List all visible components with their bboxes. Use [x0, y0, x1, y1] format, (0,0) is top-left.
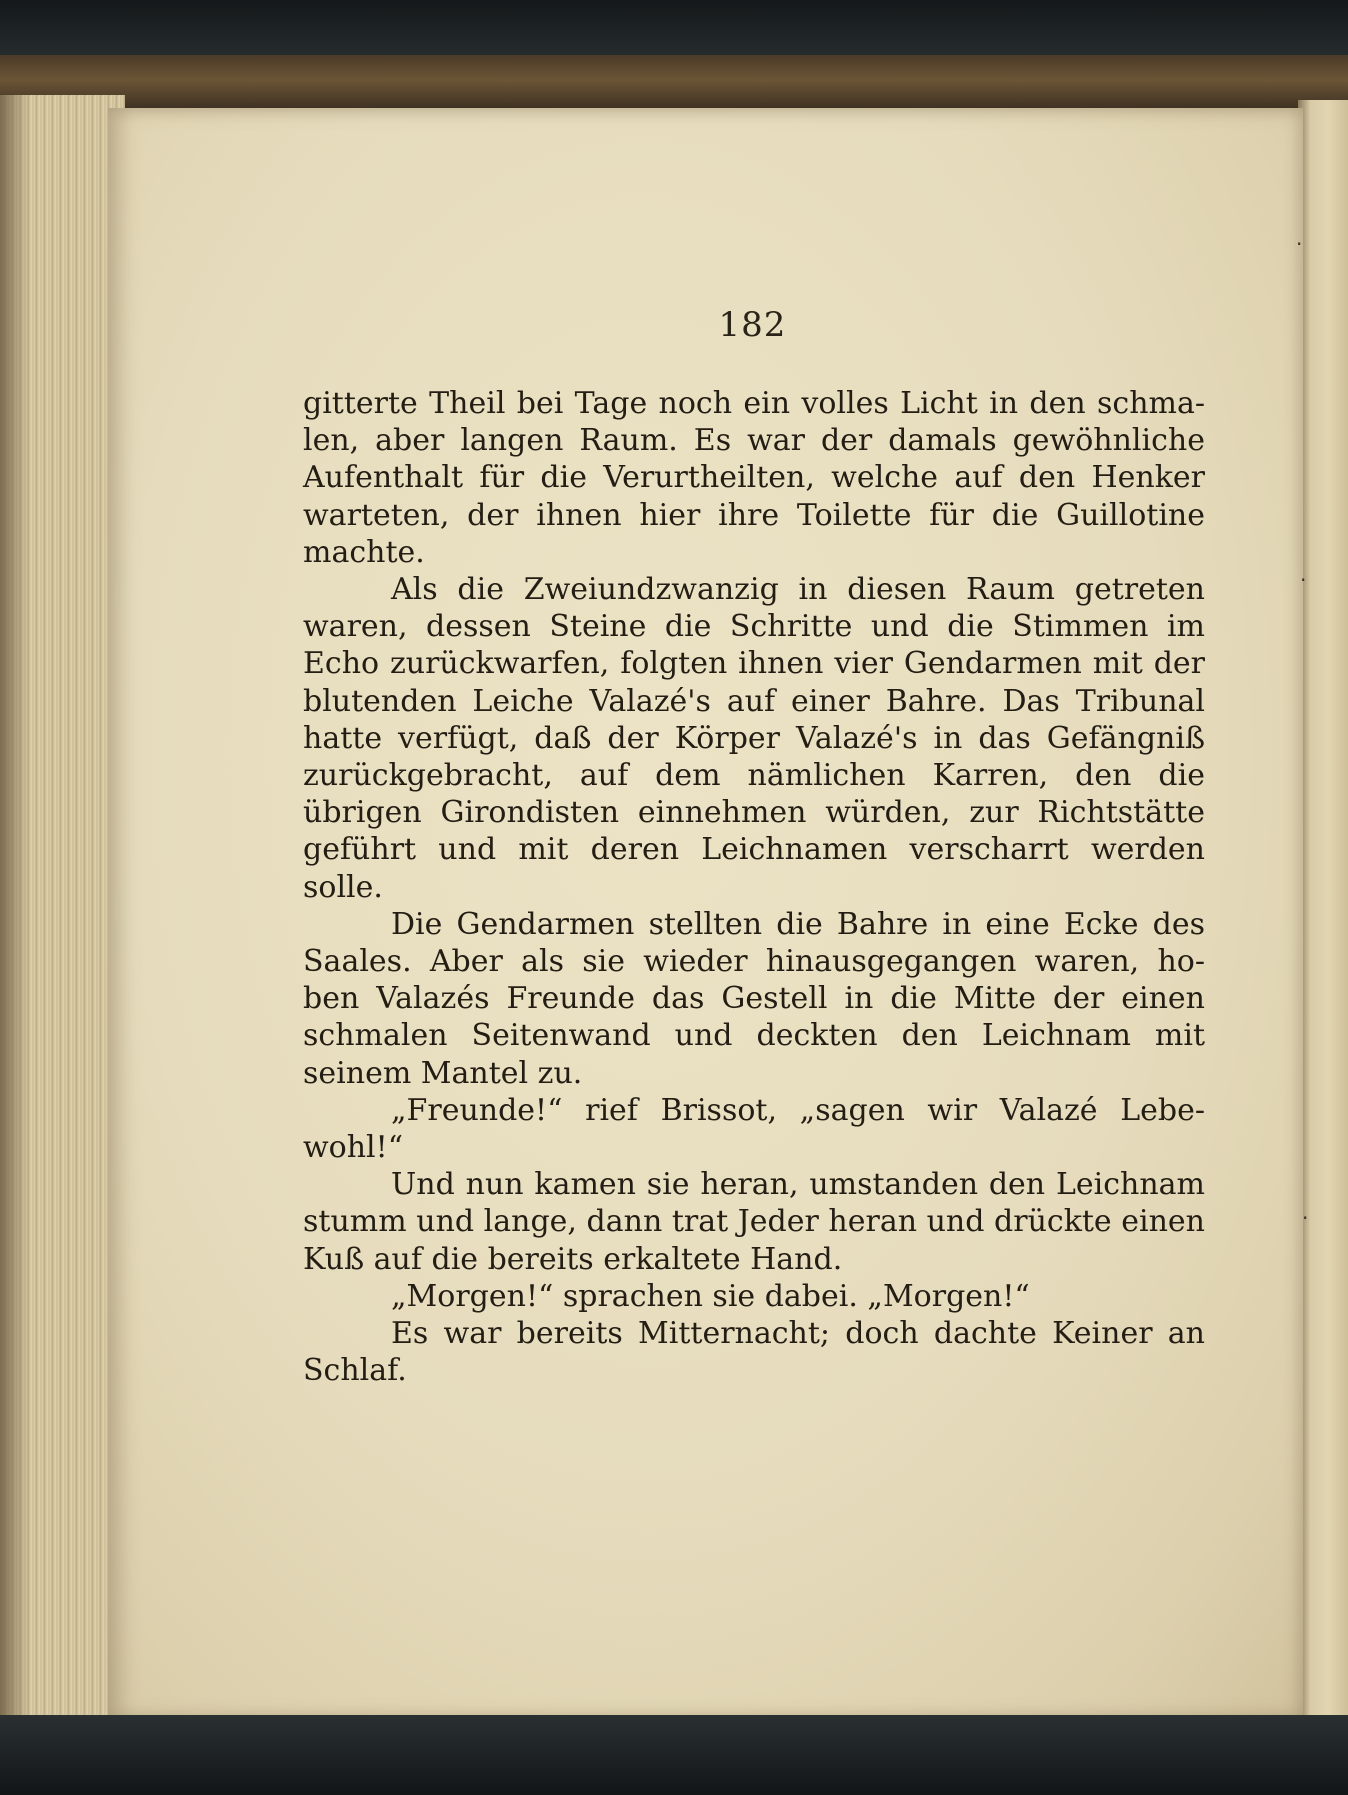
paragraph: gitterte Theil bei Tage noch ein volles Licht in den schma- len, aber langen Raum. Es war der damals gewöhnliche Aufenthalt für die Verurtheilten, welche auf den Henker warteten, der ihnen hier ihre Toilette für die Guillotine machte.: [303, 386, 1205, 570]
page-margin-mark: ·: [1296, 232, 1303, 256]
paragraph: Es war bereits Mitternacht; doch dachte Keiner an Schlaf.: [303, 1316, 1205, 1389]
paragraph: Und nun kamen sie heran, umstanden den Leichnam stumm und lange, dann trat Jeder heran und drückte einen Kuß auf die bereits erkaltete Hand.: [303, 1167, 1205, 1277]
body-text: [303, 385, 1205, 1389]
paragraph: „Freunde!“ rief Brissot, „sagen wir Valazé Lebe- wohl!“: [303, 1092, 1205, 1166]
page-margin-mark: ·: [1302, 1206, 1309, 1230]
book-cover-edge: [0, 55, 1348, 110]
dark-background-bottom: [0, 1715, 1348, 1795]
paragraph: Als die Zweiundzwanzig in diesen Raum getreten waren, dessen Steine die Schritte und die Stimmen im Echo zurückwarfen, folgten ihnen vier Gendarmen mit der blutenden Leiche Valazé's auf einer Bahre. Das Tribunal hatte verfügt, daß der Körper Valazé's in das Gefängniß zurückgebracht, auf dem nämlichen Karren, den die übrigen Girondisten einnehmen würden, zur Richtstätte geführt und mit deren Leichnamen verscharrt werden solle.: [303, 572, 1205, 905]
page-number: 182: [718, 305, 787, 345]
paragraph: „Morgen!“ sprachen sie dabei. „Morgen!“: [391, 1278, 1030, 1314]
paragraph: Die Gendarmen stellten die Bahre in eine Ecke des Saales. Aber als sie wieder hinausgegangen waren, ho- ben Valazés Freunde das Gestell in die Mitte der einen schmalen Seitenwand und deckten den Leichnam mit seinem Mantel zu.: [303, 906, 1205, 1091]
page-margin-mark: ·: [1300, 568, 1307, 592]
